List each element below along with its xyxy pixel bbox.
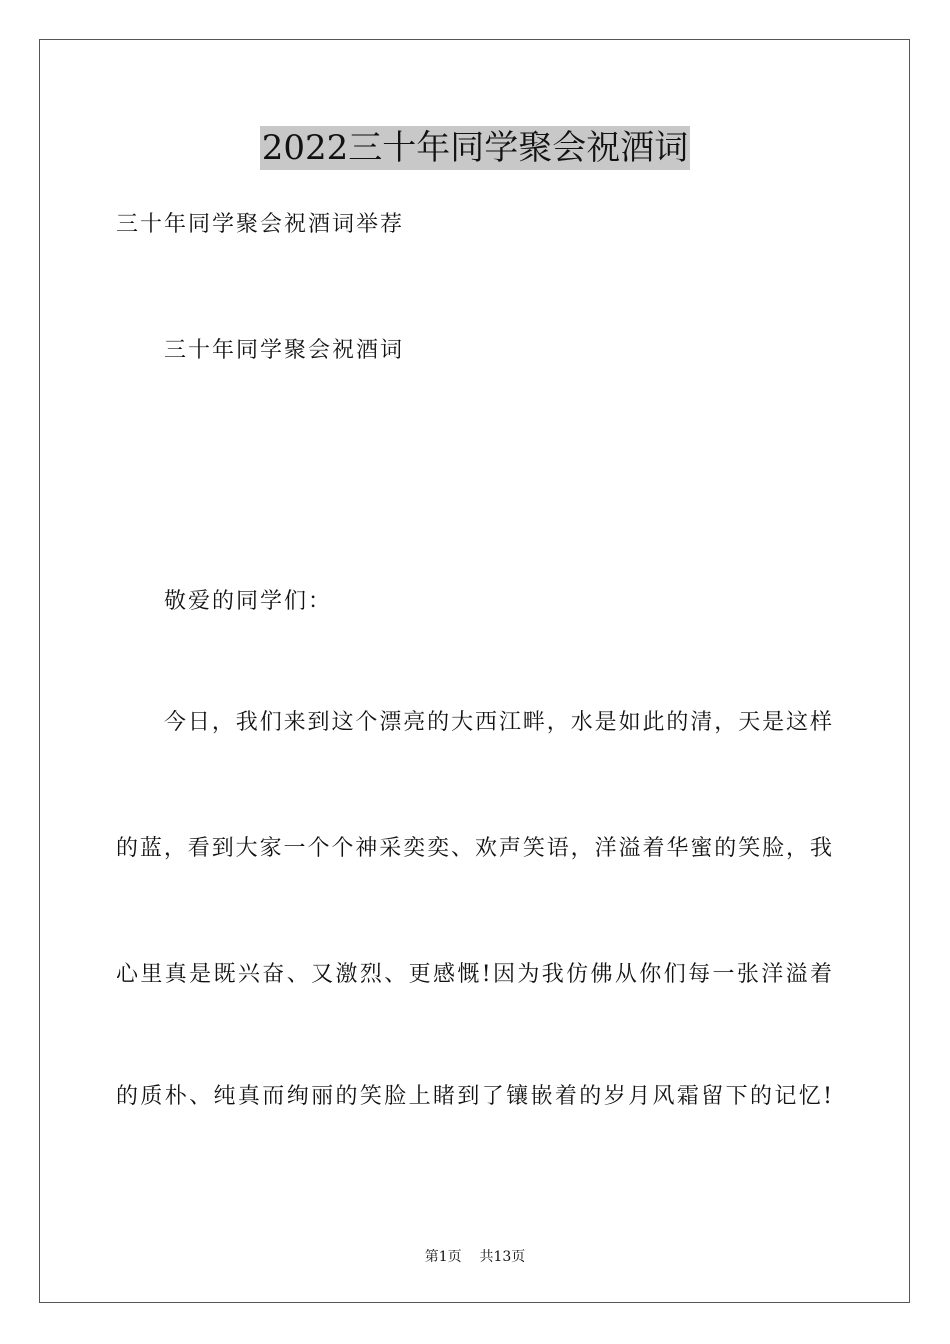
paragraph-line: 心里真是既兴奋、又激烈、更感慨!因为我仿佛从你们每一张洋溢着 (116, 962, 832, 987)
title-container (0, 126, 950, 170)
page-footer (0, 1247, 950, 1267)
page-total: 共13页 (479, 1249, 526, 1265)
page-number: 第1页 (424, 1249, 462, 1265)
paragraph-line: 的蓝，看到大家一个个神采奕奕、欢声笑语，洋溢着华蜜的笑脸，我 (116, 836, 832, 861)
paragraph-line: 今日，我们来到这个漂亮的大西江畔，水是如此的清，天是这样 (164, 710, 832, 735)
paragraph-line: 的质朴、纯真而绚丽的笑脸上睹到了镶嵌着的岁月风霜留下的记忆! (116, 1084, 832, 1109)
document-subtitle: 三十年同学聚会祝酒词举荐 (116, 212, 405, 237)
document-heading: 三十年同学聚会祝酒词 (164, 338, 405, 363)
salutation: 敬爱的同学们： (164, 589, 333, 614)
document-title: 2022三十年同学聚会祝酒词 (261, 128, 689, 168)
